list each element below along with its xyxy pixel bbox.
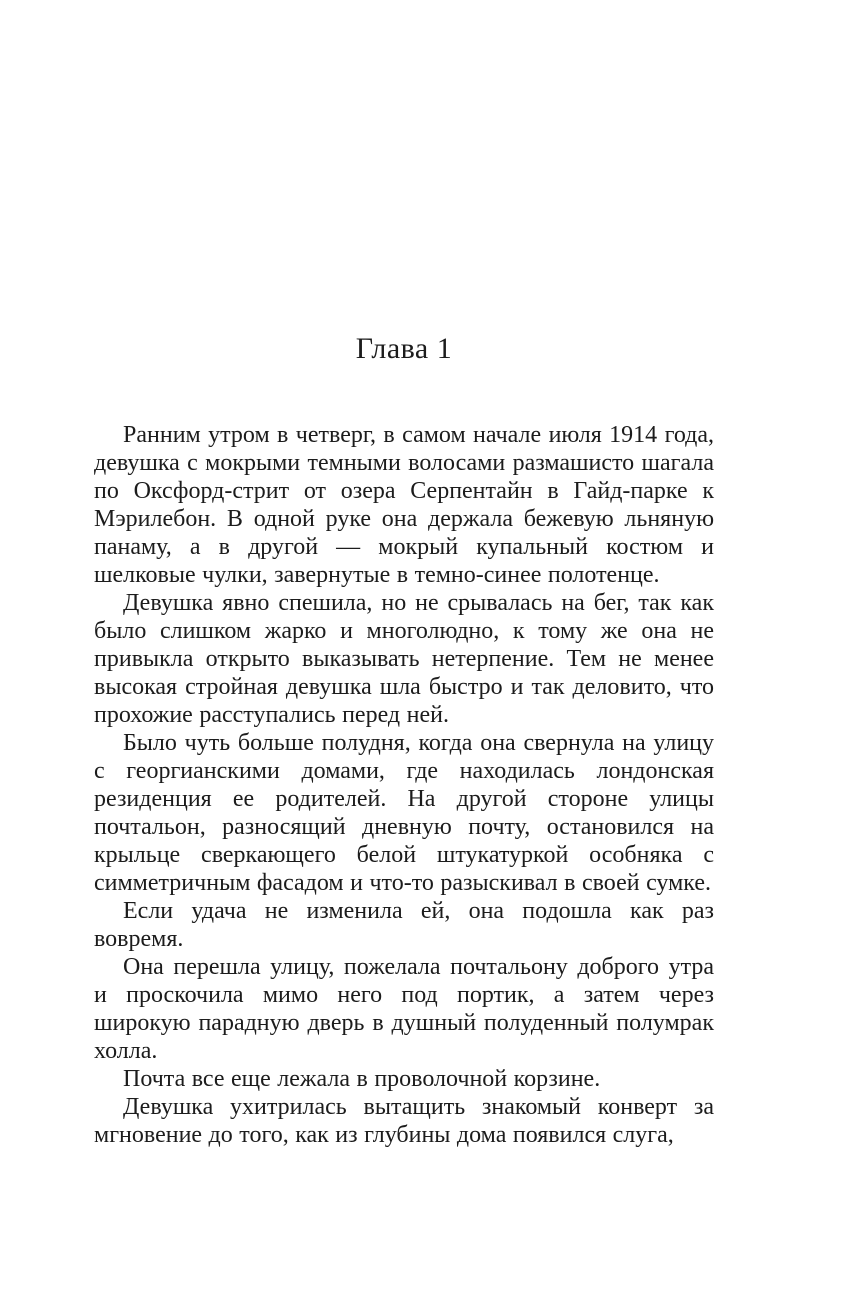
paragraph: Было чуть больше полудня, когда она свернула на улицу с георгианскими домами, где находилась лондонская резиденция ее родителей. На другой стороне улицы почтальон, разносящий дневную почту, остановился на крыльце сверкающего белой штукатуркой особняка с симметричным фасадом и что-то разыскивал в своей сумке. xyxy=(94,730,714,896)
chapter-title: Глава 1 xyxy=(355,332,453,365)
paragraph: Почта все еще лежала в проволочной корзине. xyxy=(123,1066,601,1092)
paragraph: Ранним утром в четверг, в самом начале июля 1914 года, девушка с мокрыми темными волосами размашисто шагала по Оксфорд-стрит от озера Серпентайн в Гайд-парке к Мэрилебон. В одной руке она держала бежевую льняную панаму, а в другой — мокрый купальный костюм и шелковые чулки, завернутые в темно-синее полотенце. xyxy=(94,422,714,588)
chapter-text-block xyxy=(94,333,714,1149)
paragraph: Девушка ухитрилась вытащить знакомый конверт за мгновение до того, как из глубины дома появился слуга, xyxy=(94,1094,714,1148)
paragraph: Она перешла улицу, пожелала почтальону доброго утра и проскочила мимо него под портик, а затем через широкую парадную дверь в душный полуденный полумрак холла. xyxy=(94,954,714,1064)
paragraph: Девушка явно спешила, но не срывалась на бег, так как было слишком жарко и многолюдно, к тому же она не привыкла открыто выказывать нетерпение. Тем не менее высокая стройная девушка шла быстро и так деловито, что прохожие расступались перед ней. xyxy=(94,590,714,728)
paragraph: Если удача не изменила ей, она подошла как раз вовремя. xyxy=(94,898,714,952)
